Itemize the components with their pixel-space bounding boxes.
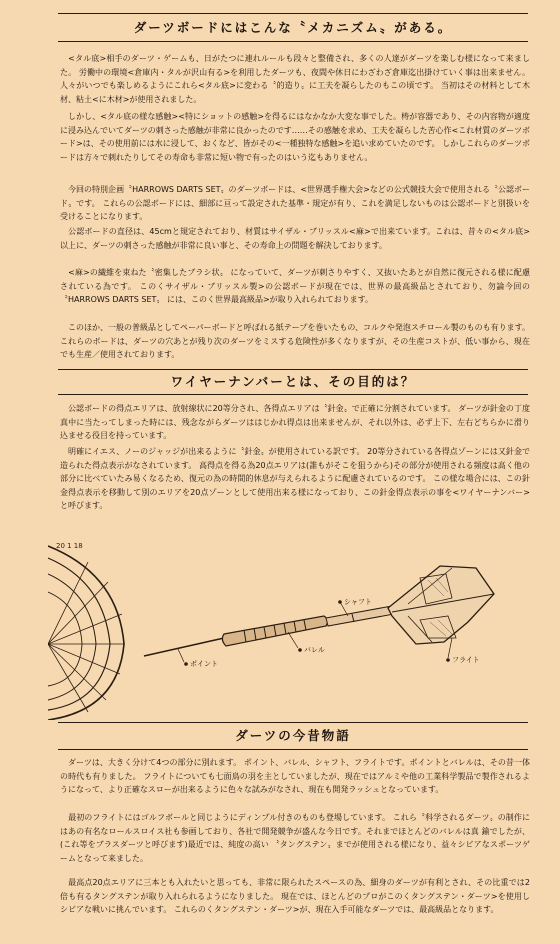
barrel-callout [288, 632, 325, 654]
paragraph: 明確にイエス、ノーのジャッジが出来るように〝針金〟が使用されている訳です。 20等分されている各得点ゾーンには又針金で造られた得点表示がなされています。 高得点を得る為20点エリアは(誰もがそこを狙うから)その部分が使用される頻度は高く他の部分に比べていたみ易くなるため、復元の為の時間的休息が与えられるように配慮されているのです。 この様な場合には、この針金得点表示を移動して別のエリアを20点ゾーンとして使用出来る様になっており、この針金得点表示の事を<ワイヤーナンバー>と呼びます。 [60, 447, 530, 510]
flight-callout [446, 638, 480, 664]
svg-text:20 1 18: 20 1 18 [56, 542, 83, 550]
barrel-label: バレル [304, 646, 325, 654]
shaft-label: シャフト [344, 598, 372, 606]
section-rule [58, 369, 528, 370]
paragraph: 最高点20点エリアに三本とも入れたいと思っても、非常に限られたスペースの為、細身のダーツが有利とされ、その比重では2倍も有るタングステンが取り入れられるようになりました。 現在では、ほとんどのプロがこのくタングステン・ダーツ>を使用しシビアな戦いに挑んでいます。 これらのくタングステン・ダーツ>が、現在入手可能なダーツでは、最高級品となります。 [60, 878, 530, 914]
paragraph: 公認ボードの直径は、45cmと規定されており、材質はサイザル・ブリッスル<麻>で出来ています。これは、昔々の<タル底>以上に、ダーツの刺さった感触が非常に良い事と、その寿命上の問題を解決しております。 [60, 227, 530, 250]
flight-label: フライト [452, 656, 480, 664]
paragraph: しかし、<タル底の様な感触><特にショットの感触>を得るにはなかなか大変な事でした。梼が容器であり、その内容物が適度に浸み込んでいてダーツの刺さった感触が非常に良かったのです……その感触を求め、工夫を凝らした苦心作<これ材質のダーツボード>は、その使用前には水に浸して、おくなど、皆がその<一種独特な感触>を追い求めていたのです。 しかしこれらのダーツボードは方々で刺れたりしてその寿命も非常に短い物で有ったのはいう迄もありません。 [60, 112, 530, 162]
paragraph: <タル底>相手のダーツ・ゲームも、日がたつに連れルールも段々と整備され、多くの人達がダーツを楽しむ様になって来ました。 労働中の環境<倉庫内・タルが沢山有る>を利用したダーツも、夜間や休日にわざわざ倉庫迄出掛けていく事は出来ません。 人々がいつでも楽しめるようにこれら<タル底>に変わる〝的造り〟に工夫を凝らしたのもこの頃です。 当初はその材料として木材、粘土<に木材>が使用されました。 [60, 54, 530, 104]
section-title-dart-history: ダーツの今昔物語 [235, 728, 351, 743]
paragraph: このほか、一般の普級品としてペーパーボードと呼ばれる紙テープを巻いたもの、コルクや発泡スチロール製のものも有ります。これらのボードは、ダーツの穴あとが残り次のダーツをミスする危険性が多くなりますが、その生産コストが、低い事から、現在でも生産／使用されております。 [60, 323, 530, 359]
point-callout [178, 649, 218, 668]
section-rule [58, 749, 528, 750]
dartboard-illustration [48, 542, 124, 720]
section-title-mechanism: ダーツボードにはこんな〝メカニズム〟がある。 [133, 20, 453, 35]
paragraph: 今回の特別企画〝HARROWS DARTS SET〟のダーツボードは、<世界選手権大会>などの公式競技大会で使用される〝公認ボード〟です。 これらの公認ボードには、細部に亘って設定された基準・規定が有り、これを満足しないものは公認ボードと別扱いを受けることになります。 [60, 185, 530, 221]
section-title-wire-number: ワイヤーナンバーとは、その目的は？ [170, 374, 416, 389]
dart-diagram [48, 534, 528, 720]
top-rule [58, 13, 528, 14]
paragraph: ダーツは、大きく分けて4つの部分に別れます。 ポイント、バレル、シャフト、フライトです。ポイントとバレルは、その昔一体の時代も有りました。 フライトについても七面鳥の羽を主としていましたが、現在ではアルミや他の工業科学製品で製作されるようになって、より正確なスローが出来るように色々な試みがなされ、現在も開発ラッシュとなっています。 [60, 758, 530, 794]
paragraph: 最初のフライトにはゴルフボールと同じようにディンプル付きのものも登場しています。 これら〝科学されるダーツ〟の制作にはあの有名なロールスロイス社も参画しており、各社で開発競争が盛んな今日です。それまでほとんどのバレルは真 鍮でしたが、(これ等をブラスダーツと呼びます)最近では、純度の高い 〝タングステン〟までが使用される様になり、益々シビアなスポーツゲームとなって来ました。 [60, 813, 530, 863]
paragraph: 公認ボードの得点エリアは、放射線状に20等分され、各得点エリアは〝針金〟で正確に分割されています。 ダーツが針金の丁度真中に当たってしまった時には、残念ながらダーツははじかれ得点は出来ませんが、それ以外は、必ず上下、左右どちらかに滑り込ませる役目を持っています。 [60, 404, 530, 440]
section-rule [58, 394, 528, 395]
section-rule [58, 41, 528, 42]
section-rule [58, 722, 528, 723]
dart-illustration [144, 566, 494, 656]
paragraph: <麻>の繊維を束ねた〝密集したブラシ状〟 になっていて、ダーツが刺さりやすく、又抜いたあとが自然に復元される様に配慮されている為です。 このくサイザル・ブリッスル製>の公認ボードが現在では、世界の最高級品とされており、勿論今回の〝HARROWS DARTS SET〟 には、このく世界最高級品>が取り入れられております。 [60, 268, 530, 304]
point-label: ポイント [190, 660, 218, 668]
